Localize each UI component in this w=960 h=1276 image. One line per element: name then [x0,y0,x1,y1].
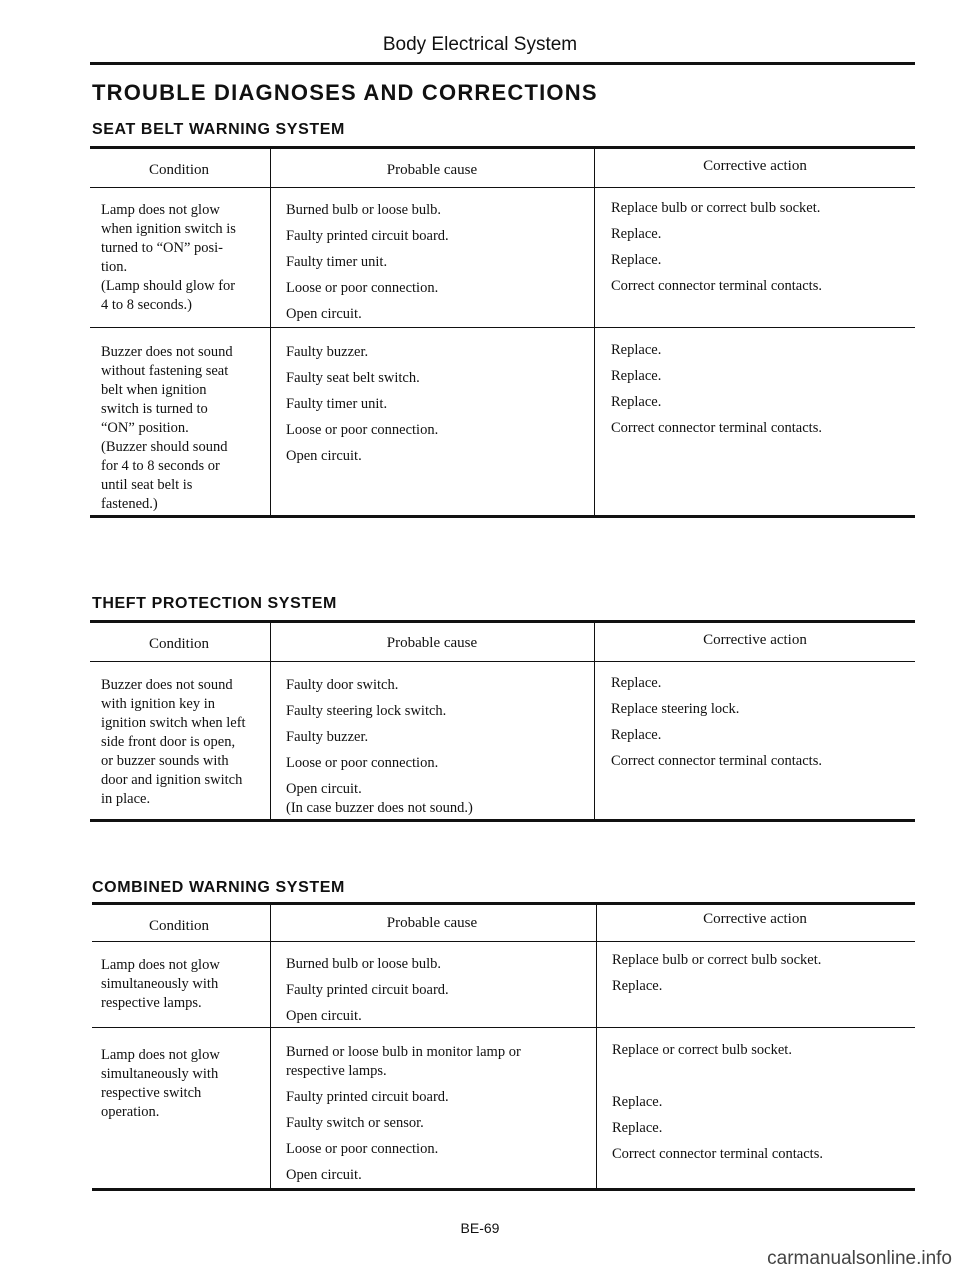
header-rule [90,62,915,65]
table-row-actions: Replace or correct bulb socket. Replace. Replace. Correct connector terminal contacts. [612,1042,823,1162]
column-header-action: Corrective action [703,632,807,648]
table-row-actions: Replace. Replace steering lock. Replace. Correct connector terminal contacts. [611,675,822,769]
page-number: BE-69 [460,1220,500,1236]
row-divider [92,1027,915,1028]
section-title: THEFT PROTECTION SYSTEM [92,595,337,612]
table-bottom-rule [90,515,915,518]
section-title: SEAT BELT WARNING SYSTEM [92,121,345,138]
column-divider [270,622,271,820]
running-header: Body Electrical System [382,34,578,55]
table-row-condition: Lamp does not glow simultaneously with respective lamps. [101,957,220,1011]
header-divider [92,941,915,942]
table-row-condition: Buzzer does not sound with ignition key in ignition switch when left side front door is open, or buzzer sounds with door and ignition switch in place. [101,677,246,807]
column-header-action: Corrective action [703,911,807,927]
column-divider [270,904,271,1190]
table-row-condition: Lamp does not glow when ignition switch is turned to “ON” posi- tion. (Lamp should glow for 4 to 8 seconds.) [101,202,236,313]
table-bottom-rule [90,819,915,822]
table-row-actions: Replace bulb or correct bulb socket. Replace. Replace. Correct connector terminal contacts. [611,200,822,294]
column-divider [596,904,597,1190]
cause-note: (In case buzzer does not sound.) [286,800,473,816]
action-first: Replace or correct bulb socket. [612,1042,792,1058]
section-title: COMBINED WARNING SYSTEM [92,879,345,896]
column-header-cause: Probable cause [386,915,478,931]
column-header-condition: Condition [148,918,209,934]
column-header-condition: Condition [148,636,209,652]
table-row-condition: Lamp does not glow simultaneously with respective switch operation. [101,1047,220,1120]
page-title: TROUBLE DIAGNOSES AND CORRECTIONS [92,80,598,105]
table-top-rule [92,902,915,905]
table-row-causes: Burned bulb or loose bulb. Faulty printed circuit board. Faulty timer unit. Loose or poor connection. Open circuit. [286,202,449,322]
table-row-causes: Faulty door switch. Faulty steering lock switch. Faulty buzzer. Loose or poor connection. Open circuit. (In case buzzer does not sound.) [286,677,473,816]
watermark-footer: carmanualsonline.info [767,1248,952,1269]
table-top-rule [90,620,915,623]
table-row-causes: Burned bulb or loose bulb. Faulty printed circuit board. Open circuit. [286,956,449,1024]
table-row-causes: Faulty buzzer. Faulty seat belt switch. Faulty timer unit. Loose or poor connection. Open circuit. [286,344,439,464]
header-divider [90,661,915,662]
table-row-condition: Buzzer does not sound without fastening seat belt when ignition switch is turned to “ON” position. (Buzzer should sound for 4 to 8 seconds or until seat belt is fastened.) [101,344,233,512]
table-row-causes: Burned or loose bulb in monitor lamp or respective lamps. Faulty printed circuit board. Faulty switch or sensor. Loose or poor connection. Open circuit. [286,1044,521,1183]
column-header-action: Corrective action [703,158,807,174]
column-divider [270,148,271,516]
column-header-condition: Condition [148,162,209,178]
row-divider [90,327,915,328]
table-row-actions: Replace bulb or correct bulb socket. Replace. [612,952,822,994]
header-divider [90,187,915,188]
table-bottom-rule [92,1188,915,1191]
column-divider [594,622,595,820]
cause-first: Burned or loose bulb in monitor lamp or respective lamps. [286,1044,521,1079]
table-row-actions: Replace. Replace. Replace. Correct connector terminal contacts. [611,342,822,436]
column-header-cause: Probable cause [386,635,478,651]
table-top-rule [90,146,915,149]
column-divider [594,148,595,516]
column-header-cause: Probable cause [386,162,478,178]
